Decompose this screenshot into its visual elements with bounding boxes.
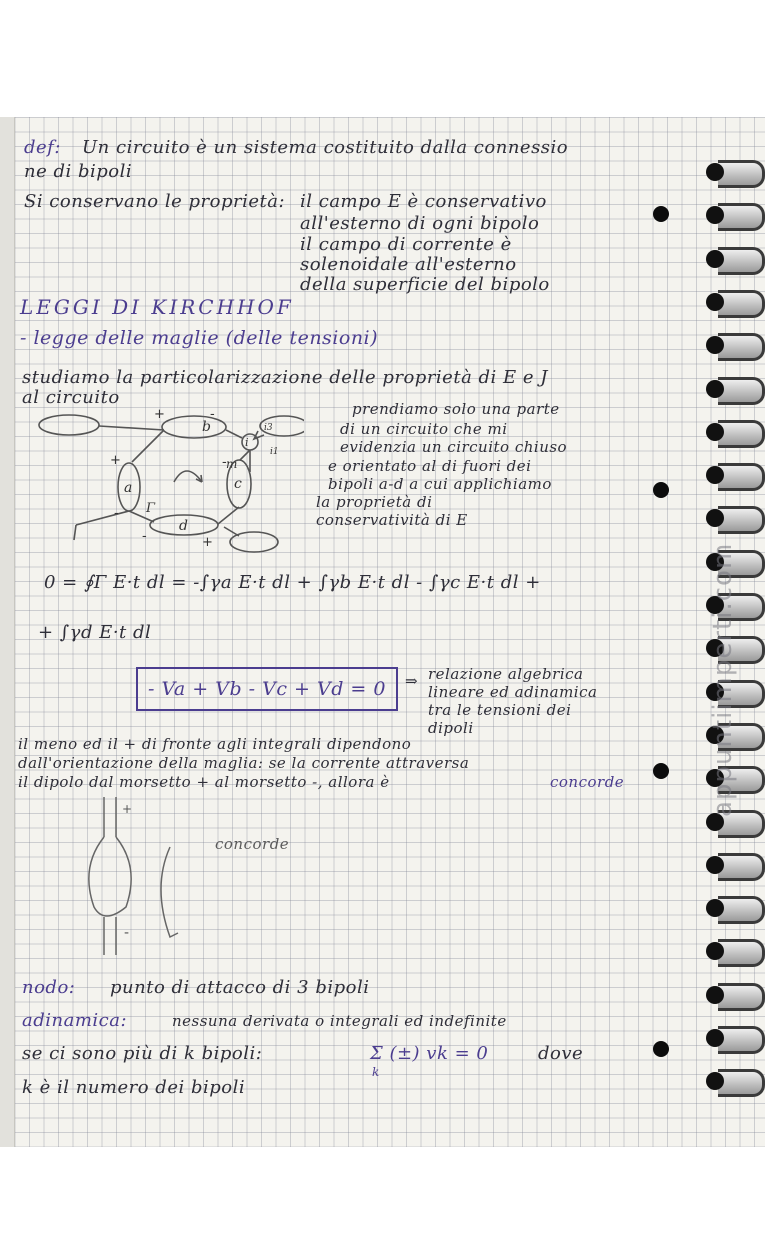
circuit-sign-plus-3: +: [202, 535, 213, 550]
ring-wire: [718, 377, 765, 405]
circuit-label-d: d: [179, 518, 188, 534]
spiral-ring: [700, 287, 762, 317]
spiral-ring: [700, 1023, 762, 1053]
section-heading: LEGGI DI KIRCHHOF: [20, 295, 294, 319]
relation-line-1: relazione algebrica: [428, 665, 584, 683]
nodo-text: punto di attacco di 3 bipoli: [110, 977, 370, 998]
ring-wire: [718, 420, 765, 448]
ring-wire: [718, 247, 765, 275]
spiral-ring: [700, 330, 762, 360]
sum-formula: Σ (±) vk = 0: [370, 1043, 489, 1064]
watermark-text: appuntiimperti.com: [708, 542, 738, 817]
right-line-3: evidenzia un circuito chiuso: [340, 438, 568, 456]
right-line-6: la proprietà di: [316, 493, 433, 511]
right-line-7: conservatività di E: [316, 511, 468, 529]
circuit-current-1: i3: [264, 423, 273, 433]
right-line-5: bipoli a-d a cui applichiamo: [328, 475, 552, 493]
ring-wire: [718, 463, 765, 491]
def-line-1: Un circuito è un sistema costituito dalla connessio: [82, 137, 569, 158]
relation-line-4: dipoli: [428, 719, 474, 737]
ring-hole: [706, 250, 724, 268]
props-line-2: all'esterno di ogni bipolo: [300, 213, 540, 234]
page-left-edge: [0, 117, 15, 1147]
ring-wire: [718, 853, 765, 881]
props-line-4: solenoidale all'esterno: [300, 254, 517, 275]
relation-line-2: lineare ed adinamica: [428, 683, 598, 701]
props-line-5: della superficie del bipolo: [300, 274, 550, 295]
ring-hole: [706, 1029, 724, 1047]
right-line-2: di un circuito che mi: [340, 420, 508, 438]
ring-wire: [718, 896, 765, 924]
implies-arrow: ⇒: [405, 672, 419, 690]
circuit-m: m: [226, 457, 238, 471]
last-line: k è il numero dei bipoli: [22, 1077, 246, 1098]
nodo-label: nodo:: [22, 977, 76, 998]
circuit-current-2: i1: [270, 447, 279, 457]
right-line-4: e orientato al di fuori dei: [328, 457, 532, 475]
props-label: Si conservano le proprietà:: [24, 191, 286, 212]
circuit-diagram: [14, 402, 304, 562]
sign-line-3: il dipolo dal morsetto + al morsetto -, allora è: [18, 773, 390, 791]
ring-hole: [706, 163, 724, 181]
ring-wire: [718, 1069, 765, 1097]
boxed-equation-frame: [136, 667, 398, 711]
right-line-1: prendiamo solo una parte: [352, 400, 560, 418]
circuit-sign-plus-1: +: [154, 407, 165, 422]
spiral-ring: [700, 980, 762, 1010]
integral-line-1: 0 = ∮Γ E·t dl = -∫γa E·t dl + ∫γb E·t dl - ∫γc E·t dl +: [44, 572, 541, 593]
study-line-1: studiamo la particolarizzazione delle proprietà di E e J: [22, 367, 548, 388]
ring-hole: [706, 466, 724, 484]
spiral-ring: [700, 1066, 762, 1096]
sign-line-1: il meno ed il + di fronte agli integrali dipendono: [18, 735, 412, 753]
binder-hole: [653, 482, 669, 498]
sum-suffix: dove: [538, 1043, 584, 1064]
ring-wire: [718, 1026, 765, 1054]
circuit-label-c: c: [234, 476, 242, 492]
dipole-sketch: [70, 797, 200, 967]
circuit-sign-minus-2: -: [114, 506, 119, 521]
circuit-label-b: b: [202, 419, 211, 435]
ring-hole: [706, 899, 724, 917]
def-line-2: ne di bipoli: [24, 161, 133, 182]
spiral-ring: [700, 893, 762, 923]
props-line-1: il campo E è conservativo: [300, 191, 547, 212]
circuit-sign-minus-4: -: [142, 529, 147, 544]
dipole-plus: +: [122, 802, 133, 816]
ring-wire: [718, 333, 765, 361]
spiral-ring: [700, 374, 762, 404]
spiral-ring: [700, 503, 762, 533]
circuit-sign-minus-1: -: [210, 407, 215, 422]
binder-hole: [653, 206, 669, 222]
relation-line-3: tra le tensioni dei: [428, 701, 572, 719]
binder-hole: [653, 1041, 669, 1057]
circuit-sign-plus-2: +: [110, 453, 121, 468]
spiral-ring: [700, 244, 762, 274]
sum-index: k: [372, 1065, 380, 1079]
integral-line-2: + ∫γd E·t dl: [38, 622, 152, 643]
circuit-sign-minus-3: -: [222, 455, 227, 470]
section-subheading: - legge delle maglie (delle tensioni): [20, 327, 379, 349]
ring-hole: [706, 856, 724, 874]
concorde-label: concorde: [215, 835, 290, 853]
ring-hole: [706, 380, 724, 398]
spiral-ring: [700, 850, 762, 880]
notebook-page: [0, 117, 765, 1147]
spiral-ring: [700, 417, 762, 447]
ring-wire: [718, 939, 765, 967]
circuit-gamma: Γ: [146, 501, 156, 516]
adinamica-label: adinamica:: [22, 1010, 128, 1031]
spiral-ring: [700, 157, 762, 187]
ring-hole: [706, 986, 724, 1004]
spiral-ring: [700, 200, 762, 230]
ring-hole: [706, 293, 724, 311]
circuit-label-a: a: [124, 480, 133, 496]
boxed-equation: - Va + Vb - Vc + Vd = 0: [148, 678, 386, 700]
ring-wire: [718, 983, 765, 1011]
study-line-2: al circuito: [22, 387, 120, 408]
circuit-i: i: [245, 436, 249, 449]
sum-prefix: se ci sono più di k bipoli:: [22, 1043, 263, 1064]
spiral-ring: [700, 460, 762, 490]
ring-wire: [718, 506, 765, 534]
ring-wire: [718, 290, 765, 318]
adinamica-text: nessuna derivata o integrali ed indefinite: [172, 1012, 507, 1030]
ring-wire: [718, 160, 765, 188]
binder-hole: [653, 763, 669, 779]
sign-line-2: dall'orientazione della maglia: se la corrente attraversa: [18, 754, 470, 772]
ring-hole: [706, 423, 724, 441]
dipole-minus: -: [124, 925, 130, 941]
props-line-3: il campo di corrente è: [300, 234, 512, 255]
def-label: def:: [24, 137, 61, 158]
spiral-ring: [700, 936, 762, 966]
ring-wire: [718, 203, 765, 231]
concorde-word: concorde: [550, 773, 625, 791]
